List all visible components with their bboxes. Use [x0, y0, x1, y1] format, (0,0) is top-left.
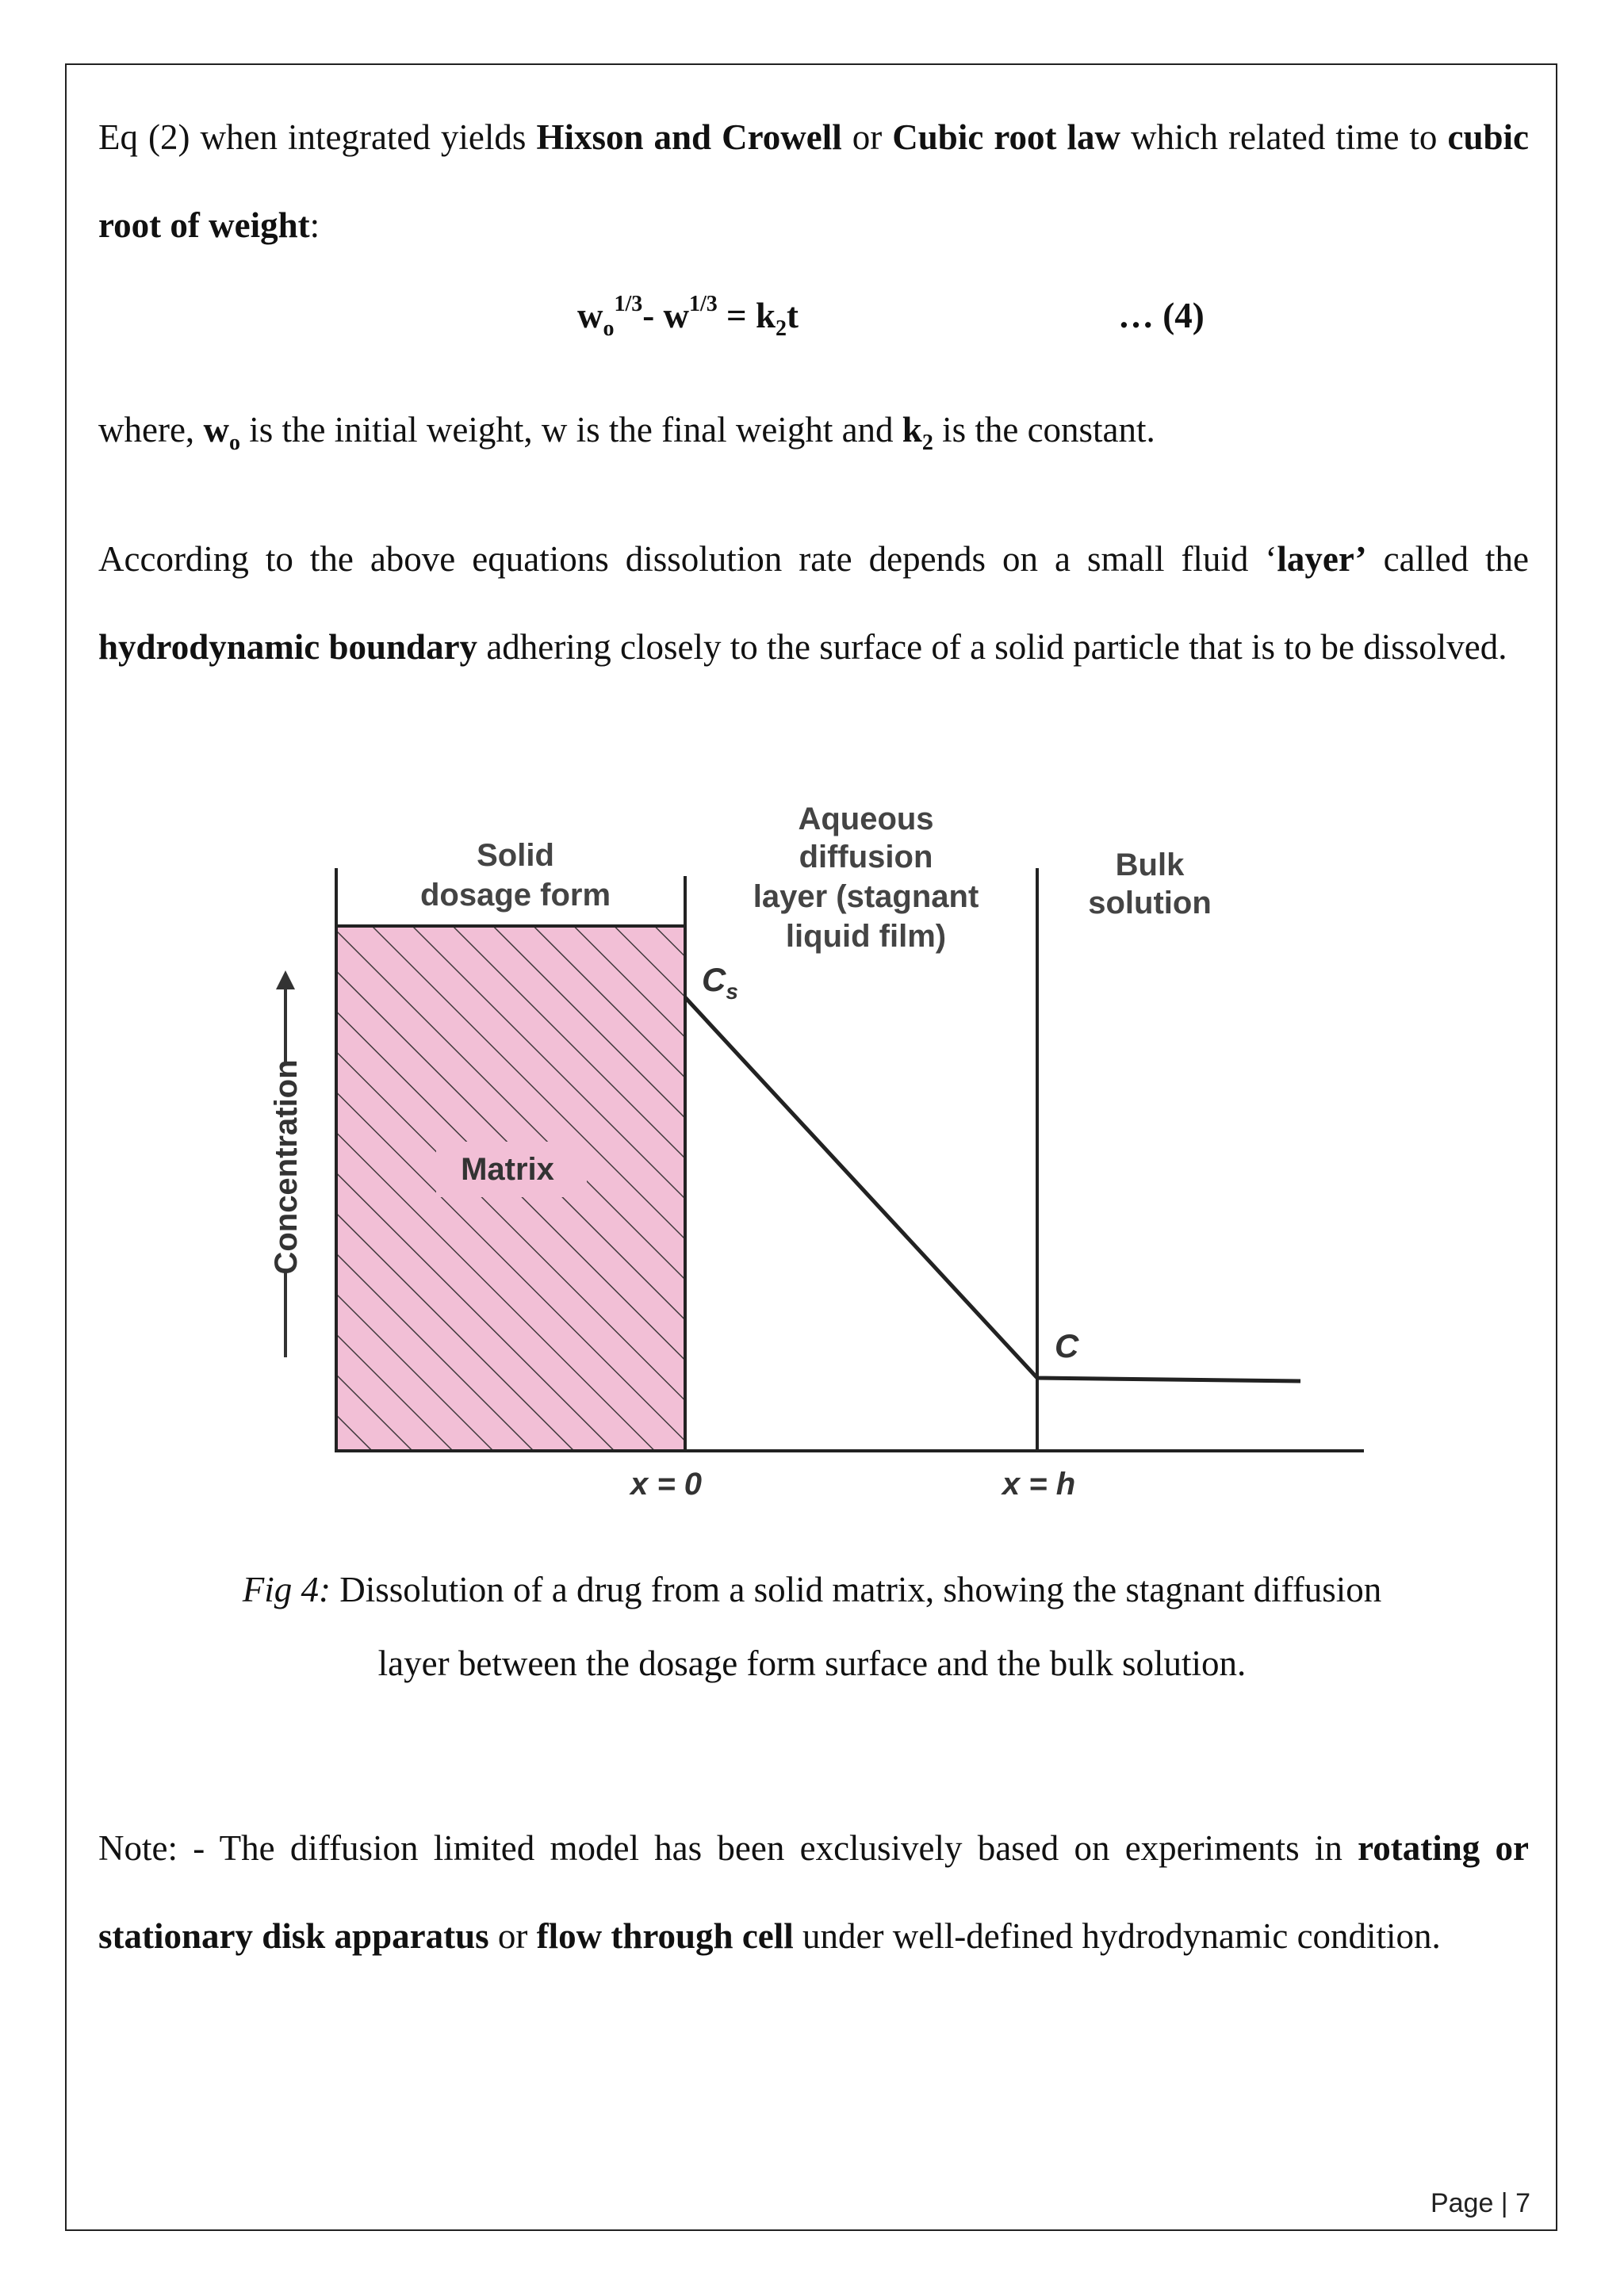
intro-paragraph [98, 94, 1529, 270]
x0-label: x = 0 [630, 1467, 703, 1502]
cubic-root-weight-term: cubic root of weight [98, 117, 1529, 245]
where-paragraph: where, $w_o$ is the initial weight, w is the final weight and $k_2$ is the constant. [98, 410, 1155, 455]
flow-cell-term: flow through cell [536, 1916, 794, 1956]
cubic-root-law-term: Cubic root law [892, 117, 1120, 157]
concentration-profile [685, 997, 1300, 1381]
figure-label: Fig 4: [242, 1570, 331, 1609]
equation-body: $w_o^{1/3}-$ $w^{1/3} = k_2t$ [577, 292, 799, 341]
equation-number: … (4) [1118, 296, 1205, 335]
layer-term: layer’ [1277, 539, 1367, 579]
solid-dosage-label-1: Solid [477, 838, 554, 873]
aqueous-label-3: layer (stagnant [753, 879, 979, 914]
hydrodynamic-boundary-term: hydrodynamic boundary [98, 627, 478, 667]
figure-caption-line-1: Fig 4: Dissolution of a drug from a solid matrix, showing the stagnant diffusion [242, 1570, 1382, 1609]
intro-text: which related time to [1120, 117, 1448, 157]
c-label: C [1055, 1327, 1079, 1364]
disk-apparatus-term: rotating or stationary disk apparatus [98, 1828, 1529, 1956]
intro-text: : [309, 205, 320, 245]
intro-text: or [841, 117, 893, 157]
concentration-label: Concentration [269, 1059, 304, 1275]
aqueous-label-1: Aqueous [798, 802, 934, 836]
dissolution-diagram [238, 793, 1396, 1506]
hixson-crowell-term: Hixson and Crowell [536, 117, 842, 157]
intro-text: Eq (2) when integrated yields [98, 117, 537, 157]
figure-caption-line-2: layer between the dosage form surface and the bulk solution. [377, 1644, 1247, 1683]
aqueous-label-2: diffusion [799, 840, 933, 874]
according-paragraph: According to the above equations dissolution rate depends on a small fluid ‘layer’ called the hydrodynamic boundary adhering closely to the surface of a solid particle that is to be dissolved. [98, 539, 1530, 667]
note-paragraph: Note: - The diffusion limited model has been exclusively based on experiments in rotating or stationary disk apparatus or flow through cell under well-defined hydrodynamic condition. [98, 1828, 1529, 1956]
aqueous-label-4: liquid film) [785, 919, 947, 954]
matrix-label: Matrix [461, 1152, 554, 1187]
bulk-label-1: Bulk [1115, 848, 1185, 882]
page-number: Page | 7 [1430, 2188, 1530, 2218]
bulk-label-2: solution [1088, 886, 1212, 920]
xh-label: x = h [1002, 1467, 1076, 1502]
concentration-arrow-head [276, 970, 295, 989]
solid-dosage-label-2: dosage form [419, 878, 611, 913]
cs-label: $C_s$ [702, 961, 738, 1004]
